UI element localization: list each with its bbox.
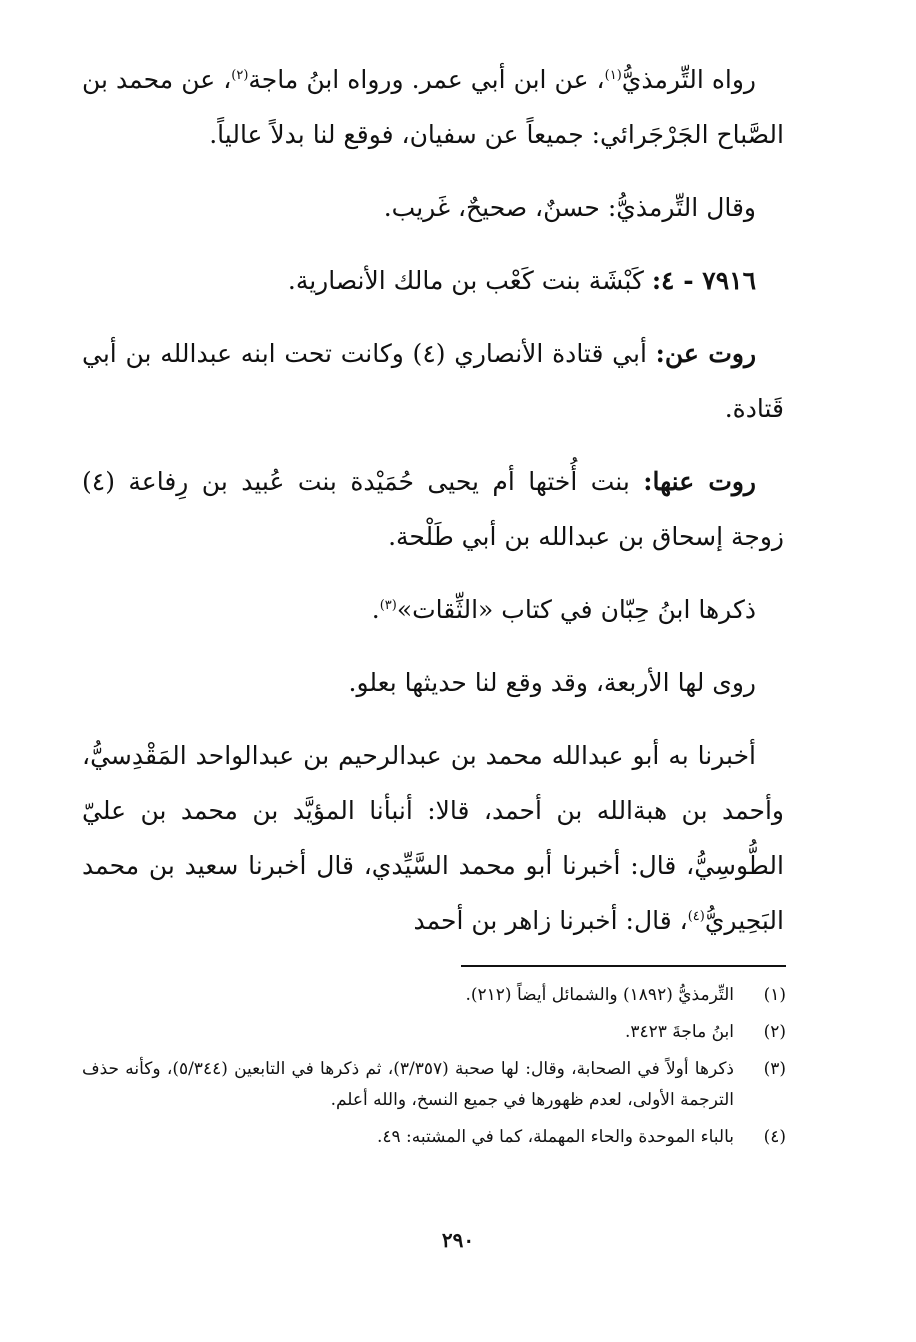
label-narrated-from: روت عن:	[655, 339, 757, 368]
footnote-ref-4: (٤)	[687, 909, 705, 924]
footnotes	[82, 980, 786, 1159]
footnote-ref-2: (٢)	[231, 68, 249, 83]
entry-number: ٧٩١٦ - ٤:	[651, 266, 756, 295]
footnote-divider	[461, 965, 786, 967]
paragraph-tirmidhi-narration: رواه التِّرمذيُّ$^{(١)}$، عن ابن أبي عمر. ورواه ابنُ ماجة$^{(٢)}$، عن محمد بن الصَّباح الجَرْجَرائي: جميعاً عن سفيان، فوقع لنا بدلاً عالياً.	[82, 65, 784, 149]
entry-heading	[82, 253, 784, 308]
footnote-ref-1: (١)	[604, 68, 622, 83]
paragraph-isnad: أخبرنا به أبو عبدالله محمد بن عبدالرحيم بن عبدالواحد المَقْدِسيُّ، وأحمد بن هبةالله بن أحمد، قالا: أنبأنا المؤيَّد بن محمد بن عليّ الطُّوسِيُّ، قال: أخبرنا أبو محمد السَّيِّدي، قال أخبرنا سعيد بن محمد البَحِيريُّ$^{(٤)}$، قال: أخبرنا زاهر بن أحمد	[82, 741, 784, 935]
footnote-3: (٣) ذكرها أولاً في الصحابة، وقال: لها صحبة (٣/٣٥٧)، ثم ذكرها في التابعين (٥/٣٤٤)، وكأنه حذف الترجمة الأولى، لعدم ظهورها في جميع النسخ، والله أعلم.	[82, 1059, 786, 1110]
paragraph-ibn-hibban: ذكرها ابنُ حِبّان في كتاب «الثِّقات»$^{(٣)}$.	[371, 595, 756, 624]
page-number: ٢٩٠	[441, 1228, 475, 1252]
paragraph-tirmidhi-grading: وقال التِّرمذيُّ: حسنٌ، صحيحٌ، غَريب.	[383, 193, 756, 222]
paragraph-narrated-by: روت عنها: بنت أُختها أم يحيى حُمَيْدة بنت عُبيد بن رِفاعة (٤) زوجة إسحاق بن عبدالله بن أبي طَلْحة.	[82, 467, 784, 551]
footnote-2: (٢) ابنُ ماجةَ ٣٤٢٣.	[624, 1022, 786, 1042]
paragraph-four-narrated: روى لها الأربعة، وقد وقع لنا حديثها بعلو.	[348, 668, 756, 697]
footnote-1: (١) التِّرمذيُّ (١٨٩٢) والشمائل أيضاً (٢١٢).	[465, 985, 786, 1005]
footnote-ref-3: (٣)	[379, 598, 397, 613]
main-text	[82, 52, 784, 966]
entry-name: كَبْشَة بنت كَعْب بن مالك الأنصارية.	[287, 266, 644, 295]
paragraph-narrated-from: روت عن: أبي قتادة الأنصاري (٤) وكانت تحت ابنه عبدالله بن أبي قَتادة.	[82, 339, 784, 423]
label-narrated-by: روت عنها:	[643, 467, 756, 496]
footnote-4: (٤) بالباء الموحدة والحاء المهملة، كما في المشتبه: ٤٩.	[376, 1127, 786, 1147]
